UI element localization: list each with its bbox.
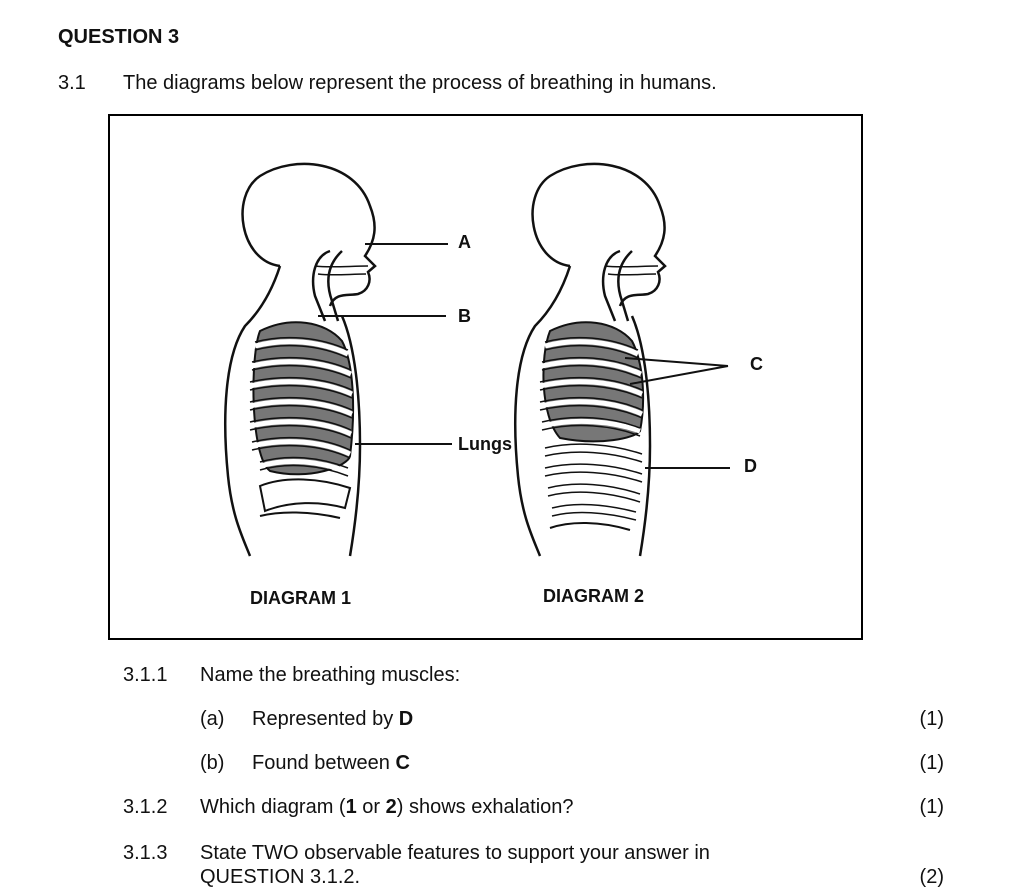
subpart-b-letter: (b) — [200, 752, 225, 774]
label-c: C — [750, 354, 763, 374]
subpart-a-letter: (a) — [200, 708, 225, 730]
question-number-3-1-3: 3.1.3 — [123, 842, 168, 864]
mark-3-1-2: (1) — [919, 796, 944, 818]
question-text-3-1-3-line1: State TWO observable features to support your answer in — [200, 842, 710, 864]
breathing-diagram-figure — [108, 114, 863, 640]
question-text-3-1-2: Which diagram (1 or 2) shows exhalation? — [200, 796, 574, 818]
subpart-b-text: Found between C — [252, 752, 410, 774]
question-number-3-1: 3.1 — [58, 72, 86, 94]
mark-3-1-1-b: (1) — [919, 752, 944, 774]
label-d: D — [744, 456, 757, 476]
subpart-a-text: Represented by D — [252, 708, 414, 730]
caption-diagram-2: DIAGRAM 2 — [543, 586, 645, 606]
mark-3-1-3: (2) — [919, 866, 944, 888]
caption-diagram-1: DIAGRAM 1 — [250, 588, 352, 608]
diagram-2-lungs — [540, 322, 643, 530]
question-number-3-1-2: 3.1.2 — [123, 796, 168, 818]
question-title: QUESTION 3 — [58, 26, 180, 48]
label-lungs: Lungs — [458, 434, 512, 454]
label-a: A — [458, 232, 471, 252]
question-text-3-1: The diagrams below represent the process of breathing in humans. — [123, 72, 717, 94]
mark-3-1-1-a: (1) — [919, 708, 944, 730]
question-text-3-1-3-line2: QUESTION 3.1.2. — [200, 866, 361, 888]
question-text-3-1-1: Name the breathing muscles: — [200, 664, 461, 686]
diagram-1-lungs — [250, 322, 353, 518]
label-b: B — [458, 306, 471, 326]
breathing-diagrams-illustration — [110, 116, 861, 638]
question-number-3-1-1: 3.1.1 — [123, 664, 168, 686]
label-pointer-lines — [318, 244, 730, 468]
